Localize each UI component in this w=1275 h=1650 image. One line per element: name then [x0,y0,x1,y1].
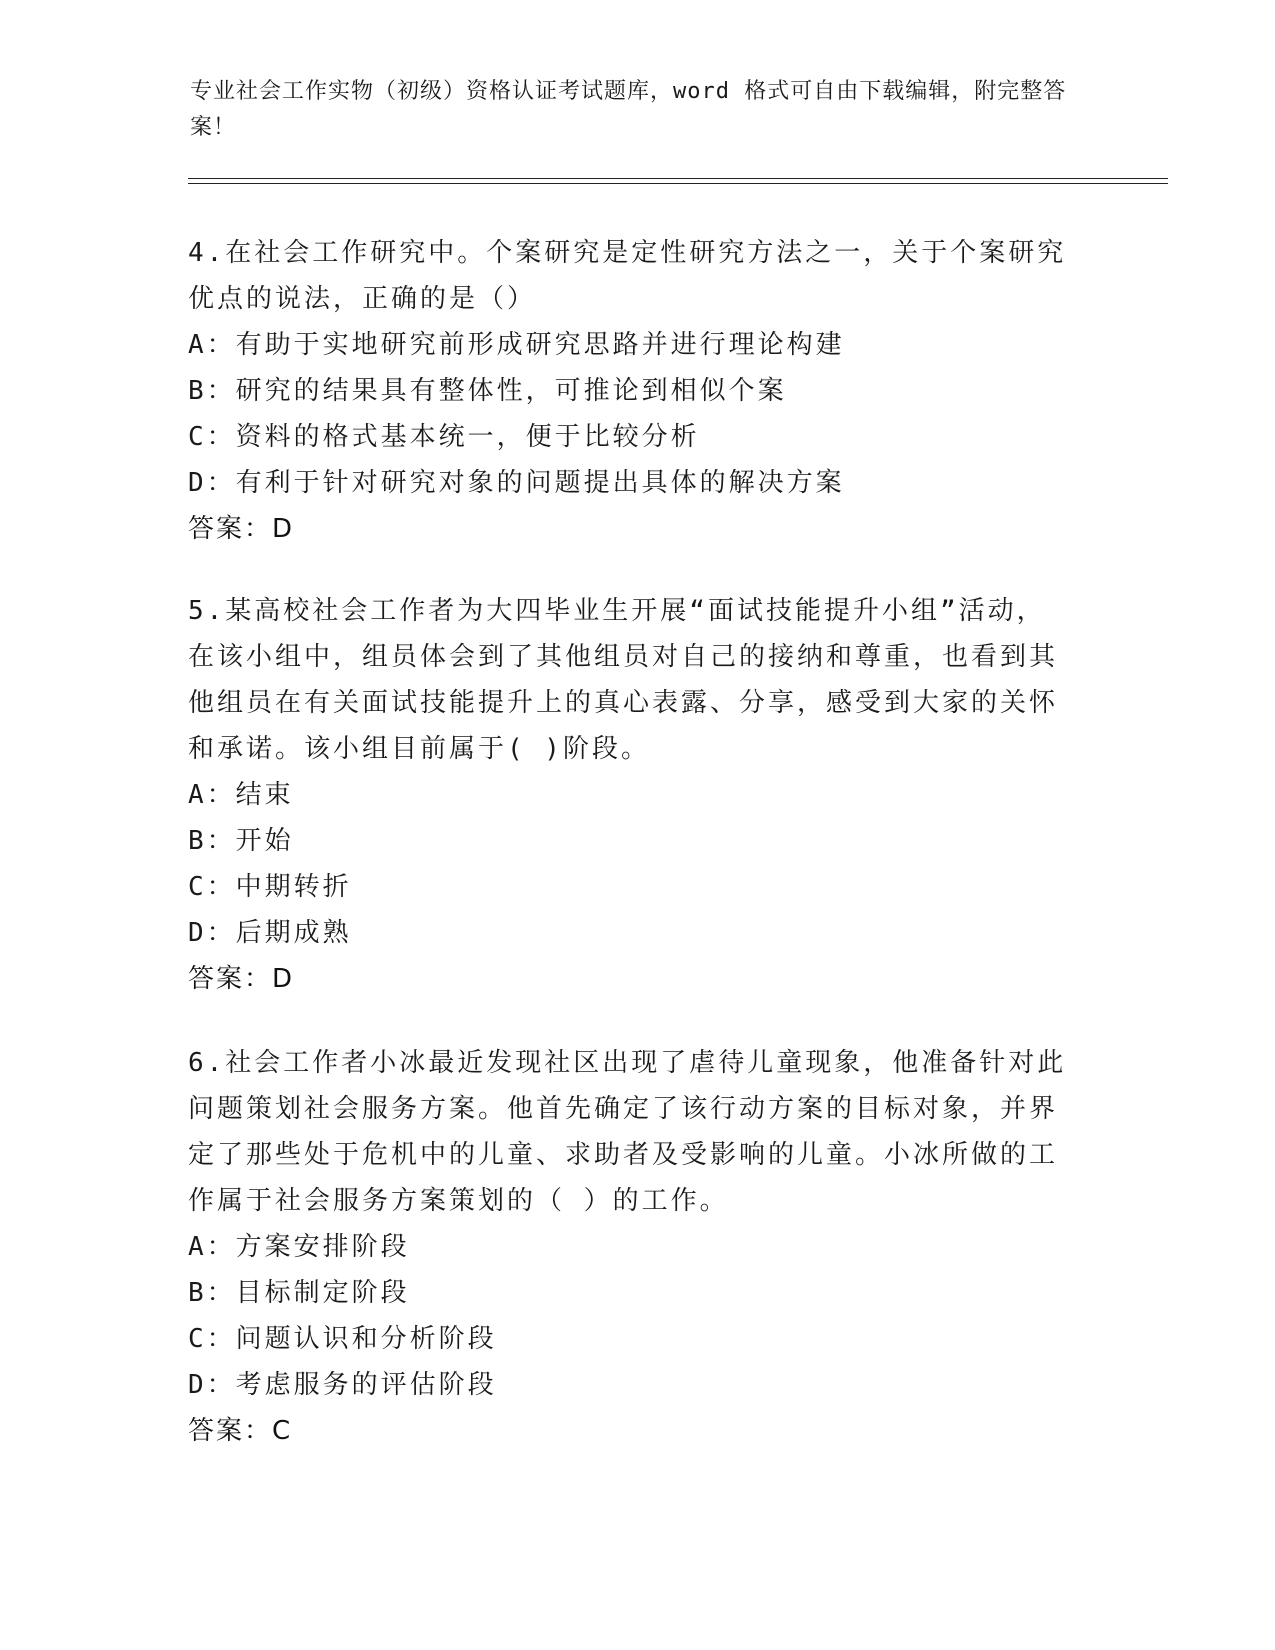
header-divider-bottom [188,183,1168,184]
option-b: B：目标制定阶段 [188,1278,410,1308]
option-a: A：方案安排阶段 [188,1232,410,1262]
option-d: D：有利于针对研究对象的问题提出具体的解决方案 [188,468,845,498]
option-a: A：结束 [188,780,294,810]
question-6 [188,1040,1068,1454]
option-d: D：考虑服务的评估阶段 [188,1370,497,1400]
header-divider-top [188,178,1168,179]
question-stem: 6.社会工作者小冰最近发现社区出现了虐待儿童现象，他准备针对此问题策划社会服务方案。他首先确定了该行动方案的目标对象，并界定了那些处于危机中的儿童、求助者及受影响的儿童。小冰所做的工作属于社会服务方案策划的（ ）的工作。 [188,1048,1067,1216]
option-a: A：有助于实地研究前形成研究思路并进行理论构建 [188,330,845,360]
question-stem: 5.某高校社会工作者为大四毕业生开展“面试技能提升小组”活动，在该小组中，组员体会到了其他组员对自己的接纳和尊重，也看到其他组员在有关面试技能提升上的真心表露、分享，感受到大家的关怀和承诺。该小组目前属于( )阶段。 [188,596,1059,764]
option-c: C：中期转折 [188,872,352,902]
answer: 答案：D [188,964,295,994]
answer: 答案：C [188,1416,293,1446]
option-c: C：问题认识和分析阶段 [188,1324,497,1354]
option-d: D：后期成熟 [188,918,352,948]
question-stem: 4.在社会工作研究中。个案研究是定性研究方法之一，关于个案研究优点的说法，正确的是（） [188,238,1067,314]
option-c: C：资料的格式基本统一，便于比较分析 [188,422,700,452]
question-5 [188,588,1068,1002]
question-4 [188,230,1068,552]
option-b: B：开始 [188,826,294,856]
document-header: 专业社会工作实物（初级）资格认证考试题库，word 格式可自由下载编辑，附完整答案！ [190,79,1067,140]
option-b: B：研究的结果具有整体性，可推论到相似个案 [188,376,787,406]
answer: 答案：D [188,514,295,544]
